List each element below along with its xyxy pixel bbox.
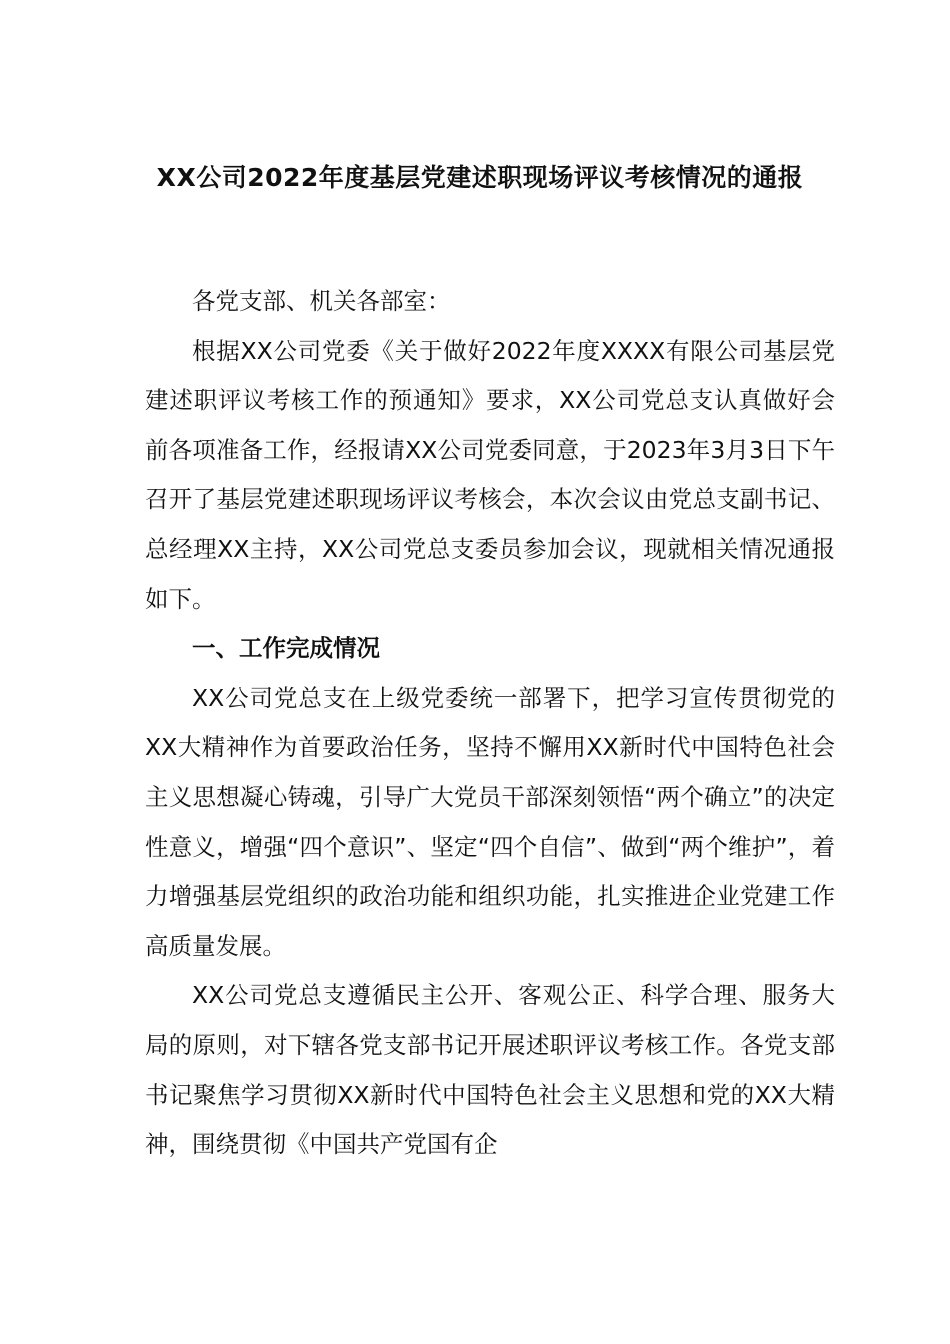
section-paragraph: XX公司党总支在上级党委统一部署下，把学习宣传贯彻党的XX大精神作为首要政治任务，坚持不懈用XX新时代中国特色社会主义思想凝心铸魂，引导广大党员干部深刻领悟“两个确立”的决定性意义，增强“四个意识”、坚定“四个自信”、做到“两个维护”，着力增强基层党组织的政治功能和组织功能，扎实推进企业党建工作高质量发展。: [145, 683, 835, 960]
section-heading: 一、工作完成情况: [192, 634, 380, 663]
salutation: 各党支部、机关各部室：: [192, 287, 451, 315]
document-title: XX公司2022年度基层党建述职现场评议考核情况的通报: [156, 163, 804, 192]
document-body: [145, 277, 835, 1170]
section-paragraph: XX公司党总支遵循民主公开、客观公正、科学合理、服务大局的原则，对下辖各党支部书记开展述职评议考核工作。各党支部书记聚焦学习贯彻XX新时代中国特色社会主义思想和党的XX大精神，围绕贯彻《中国共产党国有企: [145, 981, 835, 1159]
intro-paragraph: 根据XX公司党委《关于做好2022年度XXXX有限公司基层党建述职评议考核工作的预通知》要求，XX公司党总支认真做好会前各项准备工作，经报请XX公司党委同意，于2023年3月3日下午召开了基层党建述职现场评议考核会，本次会议由党总支副书记、总经理XX主持，XX公司党总支委员参加会议，现就相关情况通报如下。: [145, 336, 835, 613]
